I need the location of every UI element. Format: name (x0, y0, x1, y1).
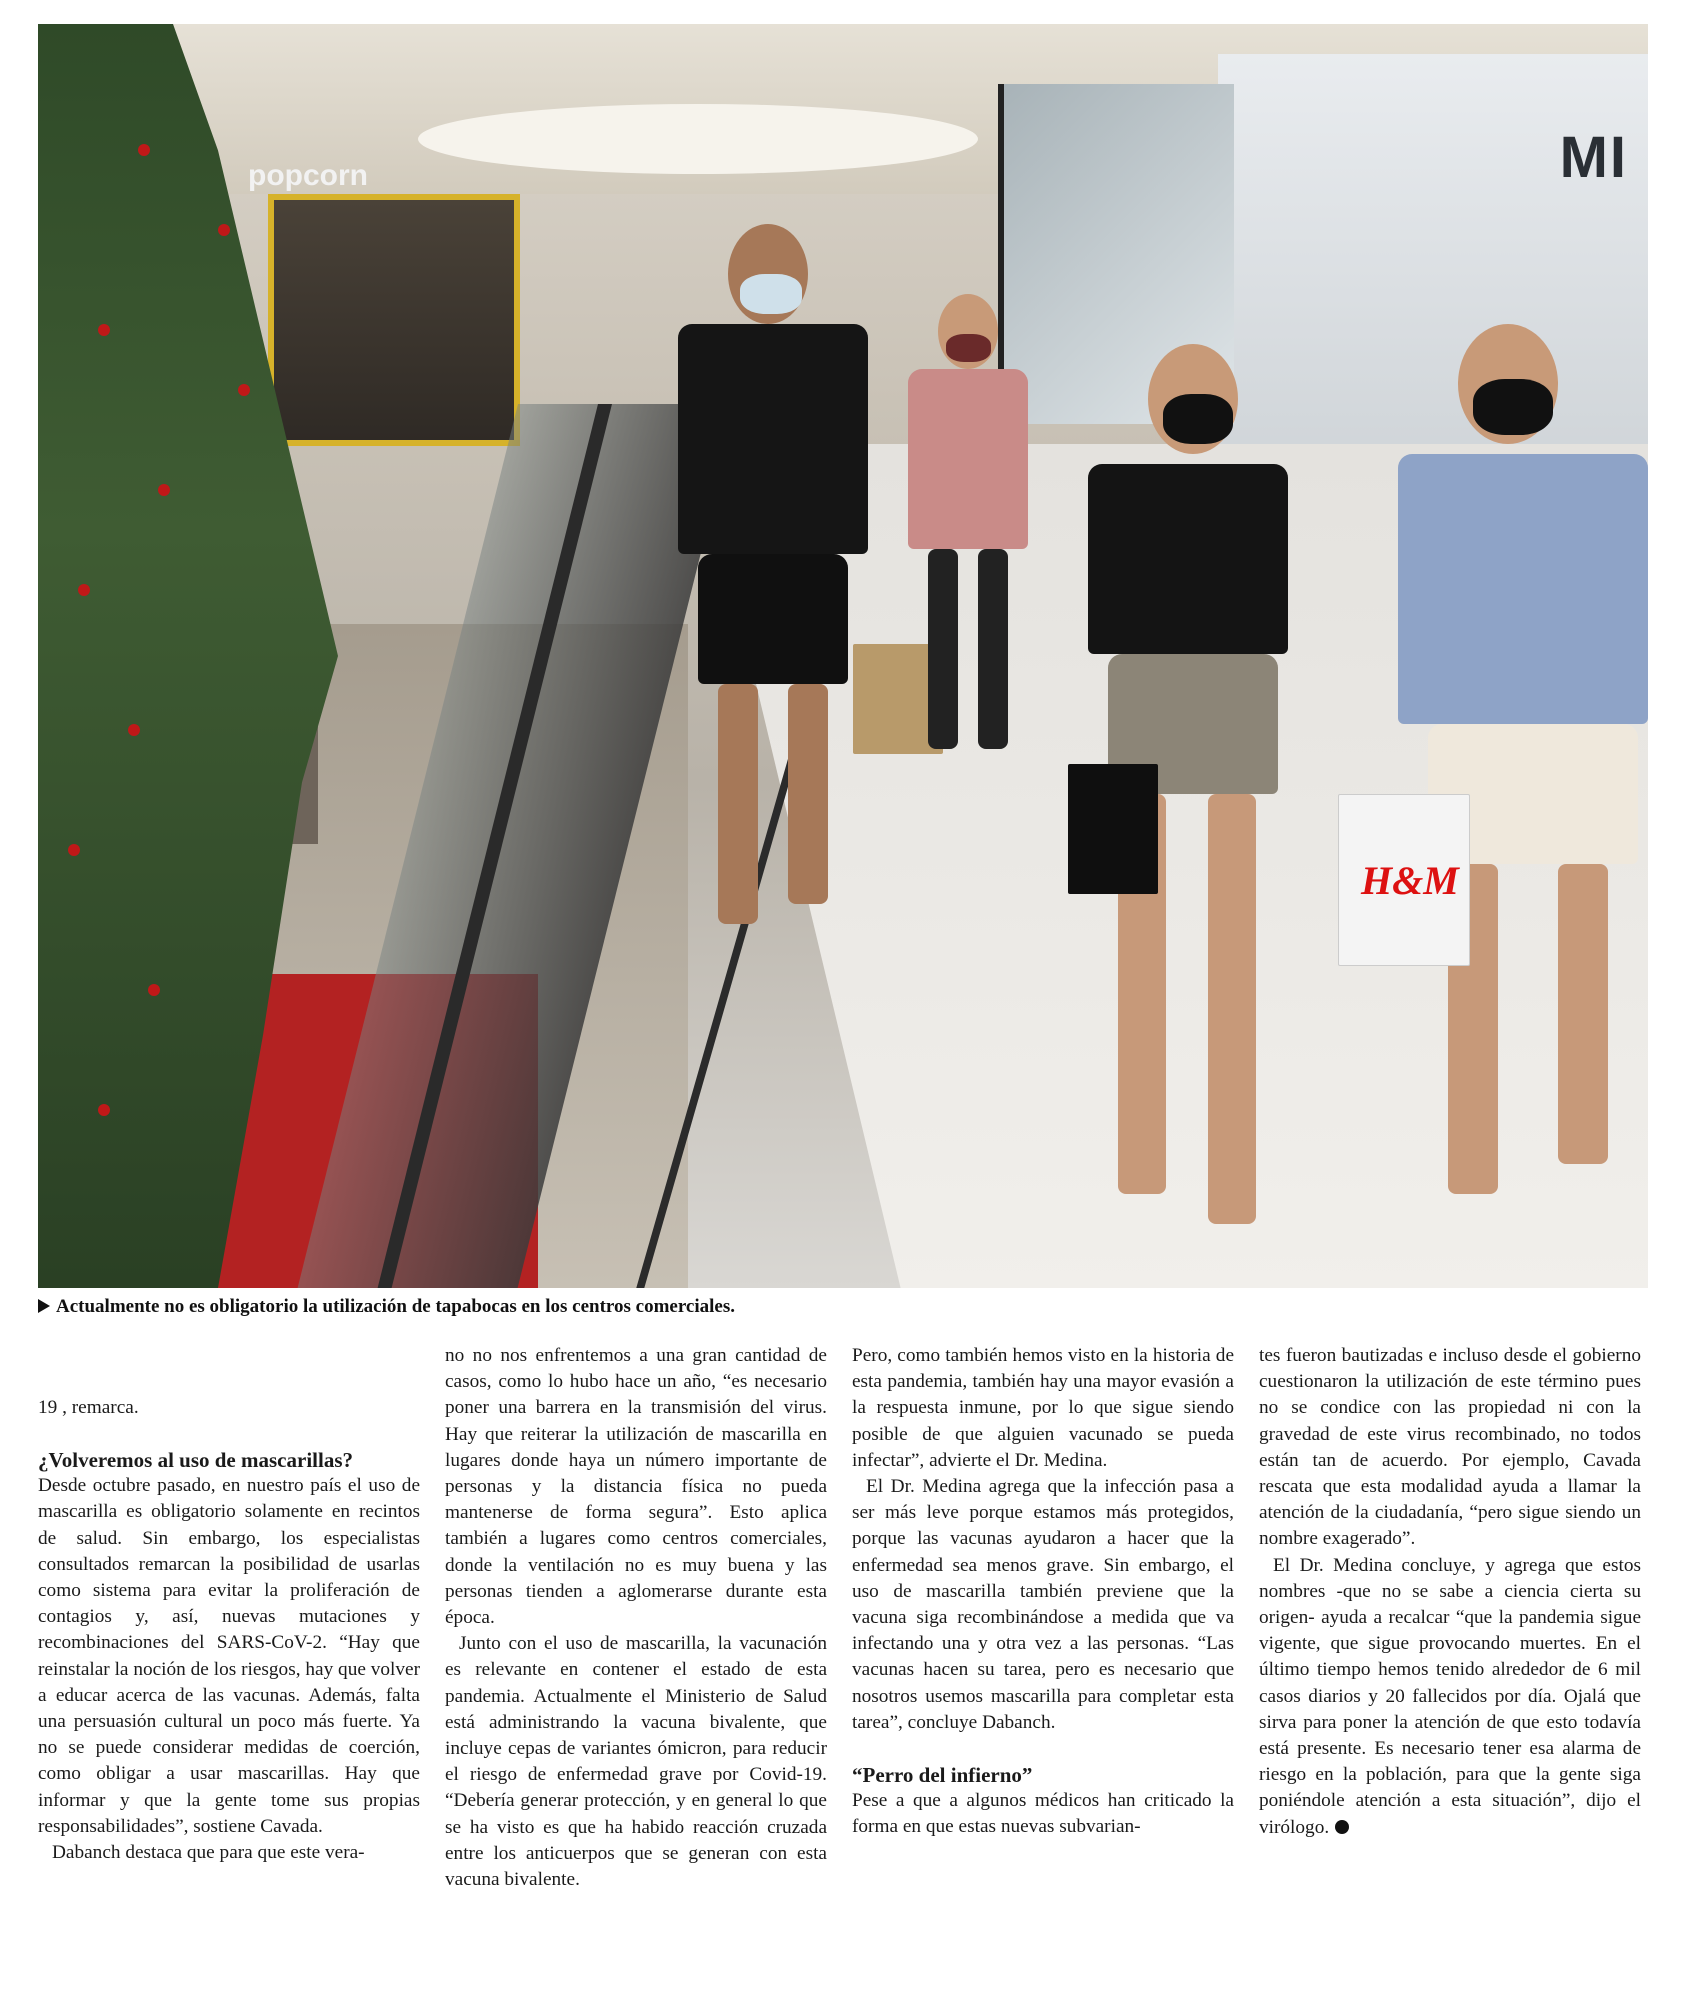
hm-shopping-bag (1338, 794, 1470, 966)
caption-text: Actualmente no es obligatorio la utilización de tapabocas en los centros comerciales. (56, 1296, 735, 1317)
paragraph: Junto con el uso de mascarilla, la vacunación es relevante en contener el estado de esta pandemia. Actualmente el Ministerio de Salud está administrando la vacuna bivalente, que incluye cepas de variantes ómicron, para reducir el riesgo de enfermedad grave por Covid-19. “Debería generar protección, y en general lo que se ha visto es que ha habido reacción cruzada entre los anticuerpos que se generan con esta vacuna bivalente. (445, 1633, 827, 1891)
paragraph: El Dr. Medina agrega que la infección pasa a ser más leve porque estamos más protegidos, porque las vacunas ayudaron a hacer que la enfermedad sea menos grave. Sin embargo, el uso de mascarilla también previene que la vacuna siga recombinándose a medida que va infectando una y otra vez a las personas. “Las vacunas hacen su tarea, pero es necesario que nosotros usemos mascarilla para completar esta tarea”, concluye Dabanch. (852, 1476, 1234, 1733)
paragraph: no no nos enfrentemos a una gran cantidad de casos, como lo hubo hace un año, “es necesario poner una barrera en la transmisión del virus. Hay que reiterar la utilización de mascarilla en lugares donde haya un número importante de personas y la distancia física no pueda mantenerse de forma segura”. Esto aplica también a lugares como centros comerciales, donde la ventilación no es muy buena y las personas tienden a aglomerarse durante esta época. (445, 1345, 827, 1629)
caption-arrow-icon (38, 1299, 50, 1313)
paragraph: Desde octubre pasado, en nuestro país el uso de mascarilla es obligatorio solamente en recintos de salud. Sin embargo, los especialistas consultados remarcan la posibilidad de usarlas como sistema para evitar la proliferación de contagios y, así, nuevas mutaciones y recombinaciones del SARS-CoV-2. “Hay que reinstalar la noción de los riesgos, hay que volver a educar acerca de las vacunas. Además, falta una persuasión cultural un poco más fuerte. Ya no se puede considerar medidas de coerción, como obligar a usar mascarillas. Hay que informar y que la gente tome sus propias responsabilidades”, sostiene Cavada. (38, 1475, 420, 1837)
article-column-4 (1259, 1343, 1641, 1841)
popcorn-sign: popcorn (248, 159, 368, 192)
paragraph: Pero, como también hemos visto en la historia de esta pandemia, también hay una mayor evasión a la respuesta inmune, por lo que sigue siendo posible de que alguien vacunado se pueda infectar”, advierte el Dr. Medina. (852, 1345, 1234, 1471)
end-of-article-icon (1335, 1820, 1349, 1834)
photo-caption (38, 1296, 1648, 1318)
article-column-2 (445, 1343, 827, 1893)
skylight (418, 104, 978, 174)
subheading-mascarillas: ¿Volveremos al uso de mascarillas? (38, 1448, 353, 1473)
paragraph: Pese a que a algunos médicos han criticado la forma en que estas nuevas subvarian- (852, 1790, 1234, 1838)
article-column-1 (38, 1343, 420, 1866)
article-photo (38, 24, 1648, 1288)
paragraph: Dabanch destaca que para que este vera- (52, 1842, 365, 1864)
paragraph (1259, 1553, 1641, 1841)
hm-bag-logo: H&M (1361, 858, 1459, 903)
paragraph-text: El Dr. Medina concluye, y agrega que estos nombres -que no se sabe a ciencia cierta su origen- ayuda a recalcar “que la pandemia sigue vigente, que sigue provocando muertes. En el último tiempo hemos tenido alrededor de 6 mil casos diarios y 20 fallecidos por día. Ojalá que sirva para poner la atención de que esto todavía está presente. Es necesario tener esa alarma de riesgo en la población, para que la gente siga poniéndole atención a esta situación”, dijo el virólogo. (1259, 1554, 1641, 1838)
store-sign: MI (1559, 125, 1628, 190)
store-front-right (1218, 54, 1648, 474)
article-column-3 (852, 1343, 1234, 1840)
paragraph-ending: 19 , remarca. (38, 1397, 139, 1418)
popcorn-kiosk (268, 194, 520, 446)
paragraph: tes fueron bautizadas e incluso desde el gobierno cuestionaron la utilización de este término pues no se condice con las propiedad ni con la gravedad de este virus recombinado, no todos están tan de acuerdo. Por ejemplo, Cavada rescata que esta modalidad ayuda a llamar la atención de la ciudadanía, “pero sigue siendo un nombre exagerado”. (1259, 1345, 1641, 1550)
subheading-perro-del-infierno: “Perro del infierno” (852, 1763, 1033, 1788)
